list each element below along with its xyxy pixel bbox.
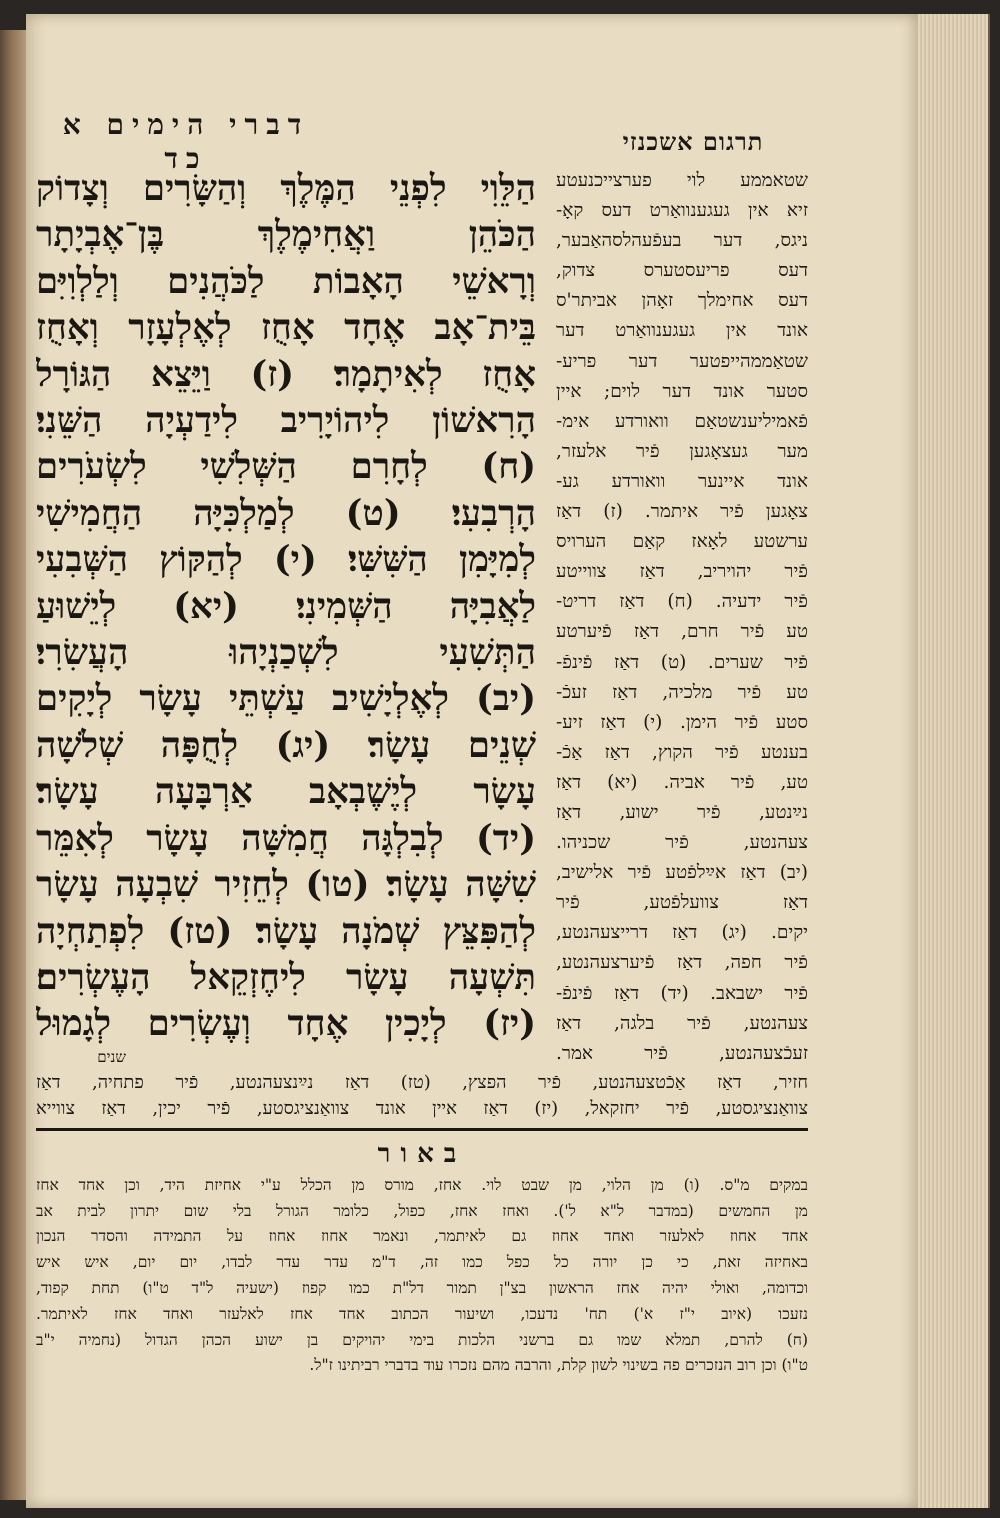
translation-line: נײַנטע, פֿיר ישוע, דאַז xyxy=(556,801,808,823)
main-text-line: וְרָאשֵׁי הָאָבוֹת לַכֹּהֲנִים וְלַלְוִיִּם xyxy=(36,260,536,302)
translation-line: דאַז צוועלפֿטע, פֿיר xyxy=(556,892,808,914)
translation-line: דעס אחימלך זאָהן אביתר'ס xyxy=(556,290,808,312)
translation-line: שטאממע לוי פערצייכנעטע xyxy=(556,170,808,191)
translation-line: צאָגען פֿיר איתמר. (ז) דאַז xyxy=(556,501,808,523)
commentary-line: במקים מ"ס. (ו) מן הלוי, מן שבט לוי. אחז, מורס מן הכלל ע"י אחיזת היד, וכן אחד אחז xyxy=(36,1175,808,1194)
main-text-line: לַאֲבִיָּה הַשְּׁמִינִי׃ (יא) לְיֵשׁוּעַ xyxy=(36,585,536,627)
translation-line: ערשטע לאָאז קאַם הערויס xyxy=(556,531,808,553)
book-chapter-header: דברי הימים א כד xyxy=(62,108,310,175)
translation-line: יקים. (יג) דאַז דרייצעהנטע, xyxy=(556,922,808,944)
translation-line: סטער אונד דער לוים; איין xyxy=(556,380,808,402)
translation-line: ניגס, דער בעפֿעהלסהאַבער, xyxy=(556,230,808,252)
translation-bridge-line: צוואַנציגסטע, פֿיר יחזקאל, (יז) דאַז איין אונד צוואַנציגסטע, פֿיר יכין, דאַז צווייא xyxy=(36,1097,808,1119)
main-text-line: (יב) לְאֶלְיָשִׁיב עַשְׁתֵּי עָשָׂר לְיָקִים xyxy=(36,678,536,720)
catchword: שנים xyxy=(97,1047,126,1066)
commentary-line: אחד אחוז לאלעזר ואחד אחוז גם לאיתמר, ונאמר אחוז אחוז על התמידה והסדר הנכון xyxy=(36,1227,808,1246)
main-text-line: בֵּית־אָב אֶחָד אָחֻז לְאֶלְעָזָר וְאָחֻז xyxy=(36,307,536,349)
translation-line: פֿיר חפה, דאַז פֿיערצעהנטע, xyxy=(556,952,808,974)
german-translation-column xyxy=(556,166,808,1068)
translation-line: צעהנטע, פֿיר שכניהו. xyxy=(556,832,808,854)
translation-line: אונד אין געגענוואַרט דער xyxy=(556,320,808,342)
commentary-line: נזעכו (איוב י"ז א') תח' נדעכו, ושיעור הכתוב אחד אחז לאלעזר ואחד אחז לאיתמר. xyxy=(36,1304,808,1323)
commentary-line: ט"ו) וכן רוב הנזכרים פה בשינוי לשון קלת, והרבה מהם נזכרו עוד בדברי רביתינו ז"ל. xyxy=(309,1356,808,1375)
left-page-edge xyxy=(0,30,26,1500)
main-text-line: שְׁנֵים עָשָׂר׃ (יג) לְחֻפָּה שְׁלֹשָׁה xyxy=(36,724,536,766)
commentary-block xyxy=(36,1173,808,1379)
translation-line: אונד איינער וואורדע גע- xyxy=(556,470,808,492)
translation-bridge-line: חזיר, דאַז אַכֿטצעהנטע, פֿיר הפצץ, (טז) דאַז נײַנצעהנטע, פֿיר פתחיה, דאַז xyxy=(36,1071,808,1093)
main-text-line: (יז) לְיָכִין אֶחָד וְעֶשְׂרִים לְגָמוּל xyxy=(36,1003,536,1045)
main-text-line: תִּשְׁעָה עָשָׂר לִיחֶזְקֵאל הָעֶשְׂרִים׃ xyxy=(36,956,536,998)
commentary-line: מן החמשים (במדבר ל"א ל'). ואחז אחז, כפול, כלומר הגורל בלי שום יתרון לבית אב xyxy=(36,1201,808,1220)
main-text-line: שִׁשָּׁה עָשָׂר׃ (טו) לְחֵזִיר שִׁבְעָה עָשָׂר xyxy=(36,864,536,906)
commentary-line: (ח) להרם, תמלא שמו גם ברשני הלכות בימי יהויקים בן ישוע הכהן הגדול (נחמיה י"ב xyxy=(36,1330,808,1349)
page-content xyxy=(36,108,808,1379)
main-text-line: אָחֻז לְאִיתָמָר׃ (ז) וַיֵּצֵא הַגּוֹרָל xyxy=(36,353,536,395)
main-text-line: הָרִאשׁוֹן לִיהוֹיָרִיב לִידַעְיָה הַשֵּׁנִי׃ xyxy=(36,400,536,442)
divider-rule xyxy=(36,1128,808,1131)
translation-line: דעס פריעסטערס צדוק, xyxy=(556,260,808,282)
main-text-line: הַלֵּוִי לִפְנֵי הַמֶּלֶךְ וְהַשָּׂרִים וְצָדוֹק xyxy=(36,168,536,209)
translation-line: זיא אין געגענוואַרט דעס קאָ- xyxy=(556,200,808,222)
translation-line: מער געצאָגען פֿיר אלעזר, xyxy=(556,440,808,462)
translation-line: טע פֿיר חרם, דאַז פֿיערטע xyxy=(556,621,808,643)
main-text-line: עָשָׂר לְיֶשֶׁבְאָב אַרְבָּעָה עָשָׂר׃ xyxy=(36,771,536,813)
page-stack-edge xyxy=(918,14,990,1508)
commentary-line: וכדומה, ואולי יהיה אחז הראשון בצ"ן תמור דל"ת כמו קפוז (ישעיה ל"ד ט"ו) תחת קפוד, xyxy=(36,1278,808,1297)
main-text-line: (ח) לְחָרִם הַשְּׁלִשִׁי לִשְׂעֹרִים xyxy=(36,446,536,488)
main-text-line: הַתְּשִׁעִי לִשְׁכַנְיָהוּ הָעֲשִׂרִי׃ xyxy=(36,632,536,674)
translation-bridge xyxy=(36,1070,808,1122)
translation-line: שטאַממהייפטער דער פריע- xyxy=(556,350,808,372)
translation-line: פֿיר ידעיה. (ח) דאַז דריט- xyxy=(556,591,808,613)
hebrew-main-column xyxy=(36,166,536,1070)
main-text-line: הָרְבִעִי׃ (ט) לְמַלְכִּיָּה הַחֲמִישִׁי xyxy=(36,492,536,534)
translation-line: פֿיר שערים. (ט) דאַז פֿינפֿ- xyxy=(556,651,808,673)
translation-line: טע, פֿיר אביה. (יא) דאַז xyxy=(556,771,808,793)
commentary-line: באחיזה זאת, כי כן יורה כל כפל כמו זה, ד"מ עדר עדר לבדו, יום יום, איש איש xyxy=(36,1253,808,1272)
translation-line: צעהנטע, פֿיר בלגה, דאַז xyxy=(556,1012,808,1034)
translation-line: פֿיר ישבאב. (יד) דאַז פֿינפֿ- xyxy=(556,982,808,1004)
main-text-line: לְמִיָּמִן הַשִּׁשִּׁי׃ (י) לְהַקּוֹץ הַשְּׁבִעִי xyxy=(36,539,536,581)
main-text-line: (יד) לְבִלְגָּה חֲמִשָּׁה עָשָׂר לְאִמֵּר xyxy=(36,817,536,859)
translation-line: בענטע פֿיר הקוץ, דאַז אַכֿ- xyxy=(556,741,808,763)
main-text-line: הַכֹּהֵן וַאֲחִימֶלֶךְ בֶּן־אֶבְיָתָר xyxy=(36,214,536,256)
commentary-title: באור xyxy=(377,1138,467,1169)
text-columns xyxy=(36,166,808,1070)
translation-line: זעכֿצעהנטע, פֿיר אמר. xyxy=(556,1042,808,1064)
translation-line: פֿאמיליענשטאַם וואורדע אימ- xyxy=(556,410,808,432)
translation-line: (יב) דאַז אײַלפֿטע פֿיר אלישיב, xyxy=(556,862,808,884)
translation-line: פֿיר יהויריב, דאַז צווייטע xyxy=(556,561,808,583)
main-text-line: לְהַפִּצֵּץ שְׁמֹנָה עָשָׂר׃ (טז) לִפְתַחְיָה xyxy=(36,910,536,952)
translation-header: תרגום אשכנזי xyxy=(622,127,764,156)
translation-line: טע פֿיר מלכיה, דאַז זעכֿ- xyxy=(556,681,808,703)
translation-line: סטע פֿיר הימן. (י) דאַז זיע- xyxy=(556,711,808,733)
running-header xyxy=(36,108,808,175)
